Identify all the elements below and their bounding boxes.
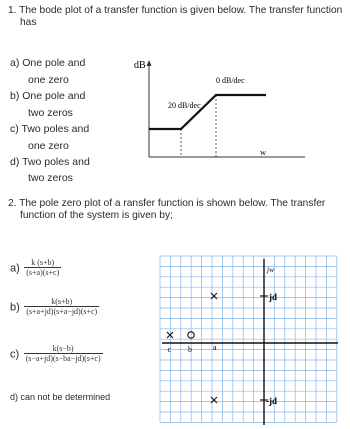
q2-option-c[interactable] bbox=[10, 344, 103, 363]
pole-zero-plot bbox=[158, 255, 342, 429]
q1-option-c-label: c) bbox=[10, 123, 19, 135]
q1-option-b-label: b) bbox=[10, 90, 20, 102]
q2-option-a[interactable] bbox=[10, 258, 61, 277]
q2-option-b-fraction bbox=[24, 297, 99, 316]
q2-text bbox=[8, 198, 348, 222]
bode-plot bbox=[134, 55, 315, 175]
q1-option-a-line2: one zero bbox=[28, 74, 69, 86]
pz-zero-b-label: b bbox=[188, 345, 192, 354]
q1-option-a-label: a) bbox=[10, 57, 20, 69]
q2-option-b-denominator: (s+a+jd)(s+a−jd)(s+c) bbox=[26, 307, 98, 316]
pz-pole-a-label: a bbox=[213, 343, 217, 352]
q1-option-a-line1: One pole and bbox=[22, 57, 86, 69]
bode-slope1-label: 20 dB/dec bbox=[168, 101, 201, 110]
q2-option-b-numerator: k(s+b) bbox=[51, 297, 73, 306]
q1-option-d-line1: Two poles and bbox=[22, 156, 90, 168]
q2-option-d-text: can not be determined bbox=[20, 392, 111, 402]
q2-option-a-label: a) bbox=[10, 262, 20, 275]
pz-pole-c-label: c bbox=[167, 345, 172, 354]
q2-option-a-denominator: (s+a)(s+c) bbox=[26, 268, 60, 277]
q2-option-d[interactable] bbox=[10, 392, 110, 402]
bode-y-axis-arrow bbox=[147, 60, 152, 66]
q2-option-d-label: d) bbox=[10, 392, 19, 402]
q2-option-a-fraction bbox=[24, 258, 61, 277]
q2-option-c-numerator: k(s−b) bbox=[52, 344, 74, 353]
q1-text-line2: has bbox=[20, 17, 37, 28]
q2-option-c-fraction bbox=[24, 344, 103, 363]
q2-text-line1: The pole zero plot of a ransfer function is shown below. The transfer bbox=[19, 198, 326, 209]
q2-option-c-label: c) bbox=[10, 348, 20, 361]
pz-upper-label: jd bbox=[269, 292, 278, 302]
q1-option-d[interactable] bbox=[10, 156, 90, 168]
q1-option-b-line2: two zeros bbox=[28, 107, 73, 119]
q1-option-c[interactable] bbox=[10, 123, 89, 135]
q1-option-b[interactable] bbox=[10, 90, 85, 102]
q2-option-c-denominator: (s−a+jd)(s−ba−jd)(s+c) bbox=[25, 354, 101, 363]
q2-option-b[interactable] bbox=[10, 297, 99, 316]
pz-lower-label: -jd bbox=[266, 396, 277, 406]
bode-y-axis-label: dB bbox=[134, 60, 146, 71]
q2-number: 2. bbox=[8, 198, 17, 209]
q1-text bbox=[8, 5, 346, 29]
q1-option-c-line2: one zero bbox=[28, 140, 69, 152]
q1-option-d-label: d) bbox=[10, 156, 20, 168]
q2-text-line2: function of the system is given by; bbox=[20, 210, 173, 221]
pz-grid bbox=[160, 256, 337, 422]
bode-slope2-label: 0 dB/dec bbox=[216, 76, 245, 85]
q1-text-line1: The bode plot of a transfer function is given below. The transfer function bbox=[19, 5, 343, 16]
bode-x-axis-label: w bbox=[260, 147, 267, 157]
pz-pole-c bbox=[167, 332, 173, 338]
pz-imag-axis-label: jw bbox=[267, 265, 275, 274]
q1-option-a[interactable] bbox=[10, 57, 85, 69]
q1-option-b-line1: One pole and bbox=[22, 90, 86, 102]
q2-option-a-numerator: k (s+b) bbox=[31, 258, 55, 267]
q1-number: 1. bbox=[8, 5, 17, 16]
q1-option-d-line2: two zeros bbox=[28, 172, 73, 184]
q1-option-c-line1: Two poles and bbox=[21, 123, 90, 135]
bode-magnitude-curve bbox=[149, 95, 266, 129]
q2-option-b-label: b) bbox=[10, 301, 20, 314]
